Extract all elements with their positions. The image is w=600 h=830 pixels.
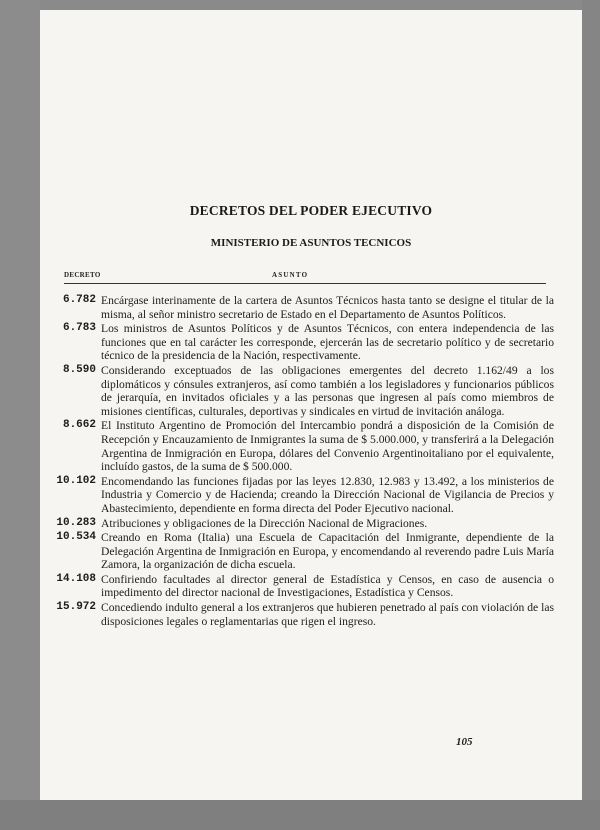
document-page xyxy=(40,10,582,800)
decree-subject: Confiriendo facultades al director general de Estadística y Censos, en caso de ausencia o impedimento del director nacional de Investigaciones, Estadística y Censos. xyxy=(101,572,554,600)
decree-entry xyxy=(54,573,554,600)
decree-entry xyxy=(54,364,554,418)
header-rule xyxy=(64,283,546,284)
decree-number: 6.783 xyxy=(62,322,96,335)
decree-number: 8.590 xyxy=(62,363,96,376)
decree-entry xyxy=(54,322,554,363)
decree-number: 15.972 xyxy=(56,601,96,614)
decree-number: 8.662 xyxy=(62,419,96,432)
scan-border-top xyxy=(0,0,600,10)
column-header-subject: ASUNTO xyxy=(272,271,309,279)
decree-subject: Creando en Roma (Italia) una Escuela de Capacitación del Inmigrante, dependiente de la Delegación Argentina de Inmigración en Europa, y encomendando al reverendo padre Luis María Zamora, la organización de dicha escuela. xyxy=(101,531,554,572)
column-header-decree: DECRETO xyxy=(64,271,101,279)
decree-number: 6.782 xyxy=(62,294,96,306)
decree-subject: Atribuciones y obligaciones de la Dirección Nacional de Migraciones. xyxy=(101,516,428,530)
scan-border-left xyxy=(0,0,40,830)
decree-entry xyxy=(54,517,554,531)
decree-entry xyxy=(54,475,554,516)
decree-entry xyxy=(54,419,554,473)
decree-subject: Encárgase interinamente de la cartera de Asuntos Técnicos hasta tanto se designe el titular de la misma, al señor ministro secretario de Estado en el Departamento de Asuntos Políticos. xyxy=(101,294,554,321)
decree-subject: Encomendando las funciones fijadas por las leyes 12.830, 12.983 y 13.492, a los ministerios de Industria y Comercio y de Hacienda; creando la Dirección Nacional de Vigilancia de Precios y Abastecimiento, dependiente en forma directa del Poder Ejecutivo nacional. xyxy=(101,474,554,515)
decree-number: 10.283 xyxy=(56,516,96,529)
decree-entry xyxy=(54,601,554,628)
scan-border-right xyxy=(582,0,600,830)
ministry-heading: MINISTERIO DE ASUNTOS TECNICOS xyxy=(210,237,412,249)
decree-number: 10.534 xyxy=(56,531,96,544)
decree-list xyxy=(54,294,554,629)
scan-border-bottom xyxy=(0,800,600,830)
decree-number: 10.102 xyxy=(56,474,96,487)
decree-subject: El Instituto Argentino de Promoción del Intercambio pondrá a disposición de la Comisión de Recepción y Encauzamiento de Inmigrantes la suma de $ 5.000.000, y transferirá a la Delegación Argentina de Inmigración en Europa, dólares del Convenio Argentinoitaliano por el equivalente, incluído gastos, de la suma de $ 500.000. xyxy=(101,419,554,474)
decree-number: 14.108 xyxy=(56,572,96,585)
decree-subject: Los ministros de Asuntos Políticos y de Asuntos Técnicos, con entera independencia de las funciones que en tal carácter les corresponde, ejercerán las de secretario político y de secretario técnico de la presidencia de la Nación, respectivamente. xyxy=(101,322,554,363)
decree-entry xyxy=(54,294,554,321)
document-title: DECRETOS DEL PODER EJECUTIVO xyxy=(189,203,433,218)
decree-entry xyxy=(54,531,554,572)
decree-subject: Concediendo indulto general a los extranjeros que hubieren penetrado al país con violación de las disposiciones legales o reglamentarias que rigen el ingreso. xyxy=(101,601,554,628)
page-number: 105 xyxy=(456,736,473,748)
decree-subject: Considerando exceptuados de las obligaciones emergentes del decreto 1.162/49 a los diplomáticos y cónsules extranjeros, así como también a los legisladores y funcionarios públicos de jerarquía, en invitados oficiales y a las personas que ingresen al país como miembros de misiones científicas, culturales, deportivas y sindicales en virtud de invitación análoga. xyxy=(101,363,554,418)
